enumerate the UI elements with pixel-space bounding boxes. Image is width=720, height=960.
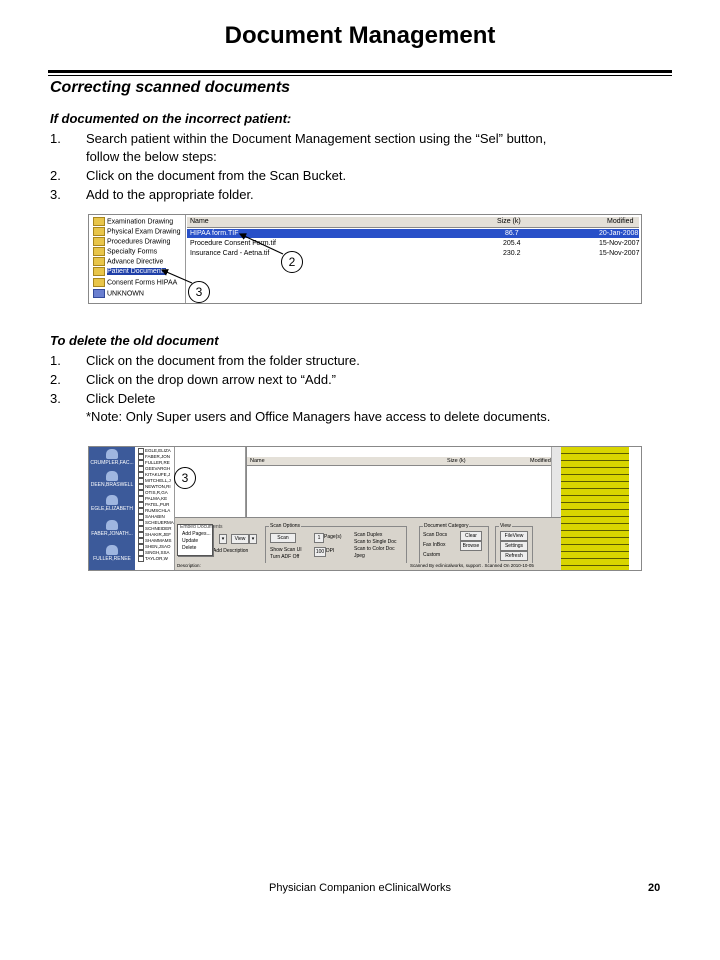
scan-single-doc-checkbox[interactable]: Scan to Single Doc: [354, 539, 397, 545]
list-item[interactable]: PATEL,PUR: [138, 502, 169, 508]
list-item[interactable]: SHAMMAMS: [138, 538, 172, 544]
column-size[interactable]: Size (k): [447, 458, 466, 464]
dpi-label: DPI: [326, 548, 335, 554]
column-modified[interactable]: Modified: [607, 218, 634, 225]
list-item[interactable]: SCHNEIDER: [138, 526, 172, 532]
menu-header: Embed Documents: [180, 524, 223, 530]
folder-item[interactable]: Consent Forms HIPAA: [93, 278, 177, 287]
folder-item[interactable]: Procedures Drawing: [93, 237, 170, 246]
scan-color-doc-checkbox[interactable]: Scan to Color Doc: [354, 546, 395, 552]
footer-text: Physician Companion eClinicalWorks: [269, 882, 451, 894]
step-number: 3.: [50, 187, 61, 202]
fax-inbox-radio[interactable]: Fax InBox: [423, 542, 446, 548]
cell-size: 86.7: [505, 230, 519, 237]
turn-adf-off-checkbox[interactable]: Turn ADF Off: [270, 554, 300, 560]
list-item[interactable]: RUMSCHLA: [138, 508, 170, 514]
scan-options-group: [265, 523, 407, 564]
yellow-panel: [561, 447, 629, 570]
patient-item[interactable]: DEEN,BRASWELL: [90, 482, 134, 488]
arrow-line: [240, 234, 283, 254]
part1-heading: If documented on the incorrect patient:: [50, 111, 292, 126]
column-name[interactable]: Name: [250, 458, 265, 464]
part2-heading: To delete the old document: [50, 333, 219, 348]
list-item[interactable]: SHEN,JSAO: [138, 544, 171, 550]
view-group-title: View: [500, 523, 511, 529]
add-dropdown-arrow[interactable]: ▾: [219, 534, 227, 544]
description-bar: [175, 563, 561, 570]
step-text: Click on the document from the Scan Bucket.: [86, 168, 347, 183]
folder-item[interactable]: Specialty Forms: [93, 247, 157, 256]
patient-column: [89, 447, 135, 570]
name-list: [136, 447, 175, 570]
checkbox[interactable]: [138, 556, 144, 562]
menu-item-add-pages[interactable]: Add Pages...: [182, 531, 211, 537]
jpeg-checkbox[interactable]: Jpeg: [354, 553, 365, 559]
list-item[interactable]: TAYLOR,W: [138, 556, 168, 562]
scan-button[interactable]: Scan: [270, 533, 296, 543]
list-item[interactable]: SCHEUERMA: [138, 520, 174, 526]
show-scan-ui-checkbox[interactable]: Show Scan UI: [270, 547, 302, 553]
list-item[interactable]: GEEVARGH: [138, 466, 170, 472]
cell-name: Insurance Card - Aetna.tif: [190, 250, 270, 257]
view-dropdown-arrow[interactable]: ▾: [249, 534, 257, 544]
patient-item[interactable]: CRUMPLER,FAC...: [90, 460, 134, 466]
page-title: Document Management: [224, 22, 496, 49]
list-item[interactable]: PALMA,KE: [138, 496, 167, 502]
dpi-input[interactable]: 100: [315, 549, 325, 555]
grid-header: [247, 457, 562, 466]
list-item[interactable]: EGLE,ELIZA: [138, 448, 171, 454]
refresh-button[interactable]: Refresh: [500, 551, 528, 561]
folder-item[interactable]: Physical Exam Drawing: [93, 227, 181, 236]
patient-item[interactable]: FULLER,RENEE: [93, 556, 131, 562]
step-text: Click Delete: [86, 391, 156, 406]
step-text: follow the below steps:: [86, 149, 217, 164]
document-category-group: [419, 523, 489, 564]
list-item[interactable]: SAHABIN: [138, 514, 165, 520]
step-number: 1.: [50, 131, 61, 146]
list-item[interactable]: FABER,JON: [138, 454, 170, 460]
step-text: Add to the appropriate folder.: [86, 187, 254, 202]
cell-name: HIPAA form.TIF: [190, 230, 239, 237]
custom-radio[interactable]: Custom: [423, 552, 441, 558]
page-number: 20: [648, 882, 661, 894]
list-item[interactable]: FULLER,RE: [138, 460, 170, 466]
patient-icon: [106, 449, 118, 459]
patient-item[interactable]: EGLE,ELIZABETH: [91, 506, 133, 512]
cell-name: Procedure Consent Form.tif: [190, 240, 276, 247]
fileview-button[interactable]: FileView: [500, 531, 528, 541]
patient-icon: [106, 471, 118, 481]
menu-item-update[interactable]: Update: [182, 538, 199, 544]
column-modified[interactable]: Modified: [530, 458, 551, 464]
list-item[interactable]: MITCHELL,J: [138, 478, 171, 484]
column-name[interactable]: Name: [190, 218, 209, 225]
browse-button[interactable]: Browse: [460, 541, 482, 551]
screenshot-document-manager: [88, 446, 642, 571]
scan-status: Scanned By eclinicalworks, support . Scanned On 2010-10-05: [410, 563, 534, 568]
list-item[interactable]: OTIS,R,GA: [138, 490, 168, 496]
view-group: [495, 523, 533, 564]
patient-item[interactable]: FABER,JONATH...: [91, 531, 133, 537]
column-size[interactable]: Size (k): [497, 218, 521, 225]
step-number: 2.: [50, 168, 61, 183]
patient-icon: [106, 545, 118, 555]
callout-number: 3: [188, 281, 210, 303]
document-grid: [246, 447, 562, 517]
step-number: 1.: [50, 353, 61, 368]
list-item[interactable]: SHAKIR,JEF: [138, 532, 171, 538]
step-number: 3.: [50, 391, 61, 406]
list-item[interactable]: NEWTON,RI: [138, 484, 171, 490]
cell-modified: 20-Jan-2008: [599, 230, 639, 237]
access-note: *Note: Only Super users and Office Managers have access to delete documents.: [86, 409, 551, 424]
settings-button[interactable]: Settings: [500, 541, 528, 551]
folder-item-selected[interactable]: Patient Documents: [93, 267, 166, 276]
cell-modified: 15-Nov-2007: [599, 240, 640, 247]
folder-item[interactable]: UNKNOWN: [93, 289, 144, 298]
arrow-line: [162, 270, 192, 283]
cell-size: 205.4: [503, 240, 521, 247]
callout-number: 2: [281, 251, 303, 273]
add-context-menu: [177, 524, 223, 556]
step-text: Search patient within the Document Management section using the “Sel” button,: [86, 131, 547, 146]
add-description-label[interactable]: Add Description: [213, 548, 249, 554]
folder-item[interactable]: Advance Directive: [93, 257, 163, 266]
step-text: Click on the document from the folder structure.: [86, 353, 360, 368]
view-button[interactable]: View: [231, 534, 249, 544]
pages-label: Page(s): [324, 534, 342, 540]
patient-icon: [106, 520, 118, 530]
document-category-title: Document Category: [424, 523, 469, 529]
scan-options-title: Scan Options: [270, 523, 301, 529]
list-item[interactable]: KITAKUFE,J: [138, 472, 170, 478]
cell-size: 230.2: [503, 250, 521, 257]
list-item[interactable]: SINGH,SSA: [138, 550, 170, 556]
pages-input[interactable]: 1: [314, 533, 324, 543]
clear-button[interactable]: Clear: [460, 531, 482, 541]
callout-number: 3: [174, 467, 196, 489]
scan-duplex-checkbox[interactable]: Scan Duplex: [354, 532, 383, 538]
step-text: Click on the drop down arrow next to “Add.”: [86, 372, 337, 387]
patient-icon: [106, 495, 118, 505]
cell-modified: 15-Nov-2007: [599, 250, 640, 257]
step-number: 2.: [50, 372, 61, 387]
folder-item[interactable]: Examination Drawing: [93, 217, 173, 226]
description-label: Description:: [177, 563, 201, 568]
scan-docs-radio[interactable]: Scan Docs: [423, 532, 448, 538]
section-title: Correcting scanned documents: [50, 79, 291, 96]
menu-item-delete[interactable]: Delete: [182, 545, 197, 551]
